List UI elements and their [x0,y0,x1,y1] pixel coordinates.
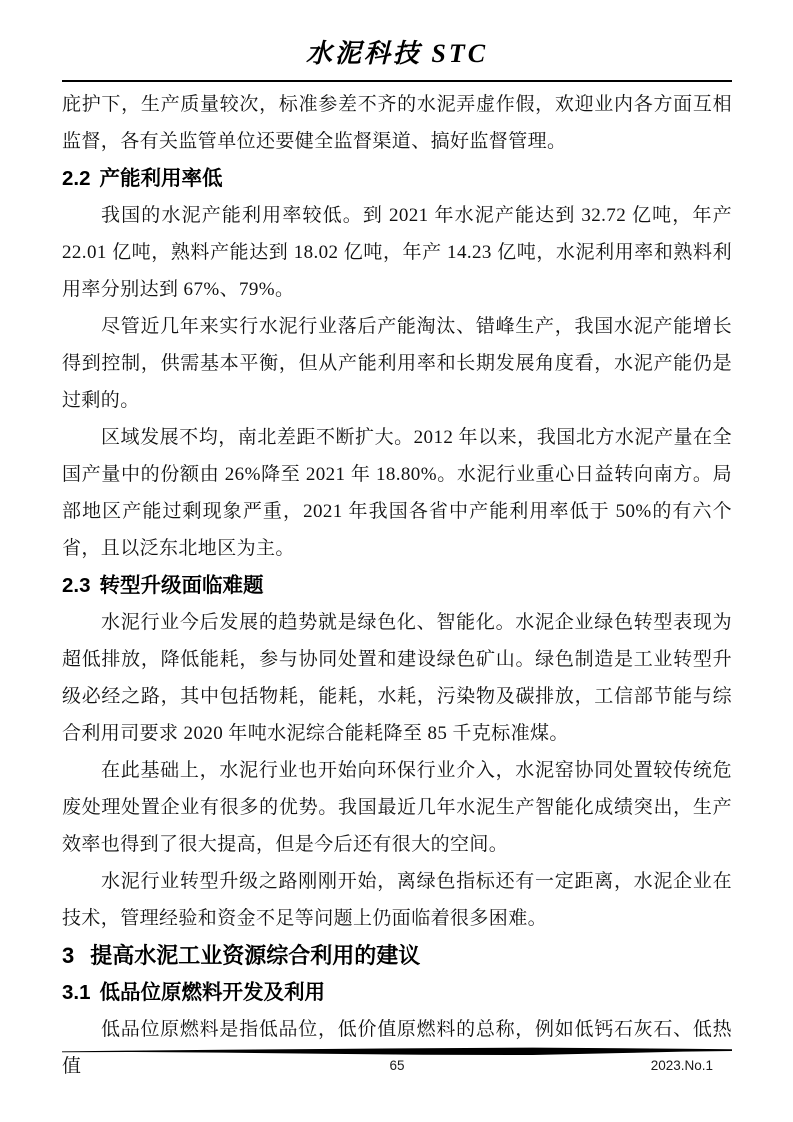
paragraph-continuation: 庇护下，生产质量较次，标准参差不齐的水泥弄虚作假，欢迎业内各方面互相监督，各有关监管单位还要健全监督渠道、搞好监督管理。 [62,94,732,152]
body-paragraph: 尽管近几年来实行水泥行业落后产能淘汰、错峰生产，我国水泥产能增长得到控制，供需基本平衡，但从产能利用率和长期发展角度看，水泥产能仍是过剩的。 [62,316,732,411]
footer-meta [62,1057,732,1081]
body-paragraph: 我国的水泥产能利用率较低。到 2021 年水泥产能达到 32.72 亿吨，年产 22.01 亿吨，熟料产能达到 18.02 亿吨，年产 14.23 亿吨，水泥利用率和熟料利用率分别达到 67%、79%。 [62,205,732,300]
journal-title: 水泥科技 STC [305,39,489,68]
section-heading-3-1 [62,974,732,1011]
page-number: 65 [389,1058,405,1073]
section-heading-3 [62,937,732,974]
body-paragraph: 水泥行业今后发展的趋势就是绿色化、智能化。水泥企业绿色转型表现为超低排放，降低能耗，参与协同处置和建设绿色矿山。绿色制造是工业转型升级必经之路，其中包括物耗，能耗，水耗，污染物及碳排放，工信部节能与综合利用司要求 2020 年吨水泥综合能耗降至 85 千克标准煤。 [62,612,732,744]
section-title: 产能利用率低 [99,167,223,190]
article-body [62,82,732,1085]
section-number: 2.2 [62,167,91,190]
page-footer [62,1046,732,1081]
body-paragraph: 区域发展不均，南北差距不断扩大。2012 年以来，我国北方水泥产量在全国产量中的份额由 26%降至 2021 年 18.80%。水泥行业重心日益转向南方。局部地区产能过剩现象严重，2021 年我国各省中产能利用率低于 50%的有六个省，且以泛东北地区为主。 [62,427,732,559]
section-number: 3.1 [62,981,91,1004]
footer-brush-rule [62,1046,732,1057]
section-title: 低品位原燃料开发及利用 [99,981,325,1004]
issue-label: 2023.No.1 [650,1058,713,1073]
section-heading-2-2 [62,160,732,197]
body-paragraph: 在此基础上，水泥行业也开始向环保行业介入，水泥窑协同处置较传统危废处理处置企业有很多的优势。我国最近几年水泥生产智能化成绩突出，生产效率也得到了很大提高，但是今后还有很大的空间。 [62,760,732,855]
section-heading-2-3 [62,567,732,604]
page-header [62,36,732,82]
section-title: 提高水泥工业资源综合利用的建议 [90,943,421,968]
body-paragraph: 低品位原燃料是指低品位，低价值原燃料的总称，例如低钙石灰石、低热值 [62,1019,732,1077]
section-title: 转型升级面临难题 [99,574,264,597]
section-number: 3 [62,943,75,968]
body-paragraph: 水泥行业转型升级之路刚刚开始，离绿色指标还有一定距离，水泥企业在技术，管理经验和资金不足等问题上仍面临着很多困难。 [62,871,732,929]
section-number: 2.3 [62,574,91,597]
